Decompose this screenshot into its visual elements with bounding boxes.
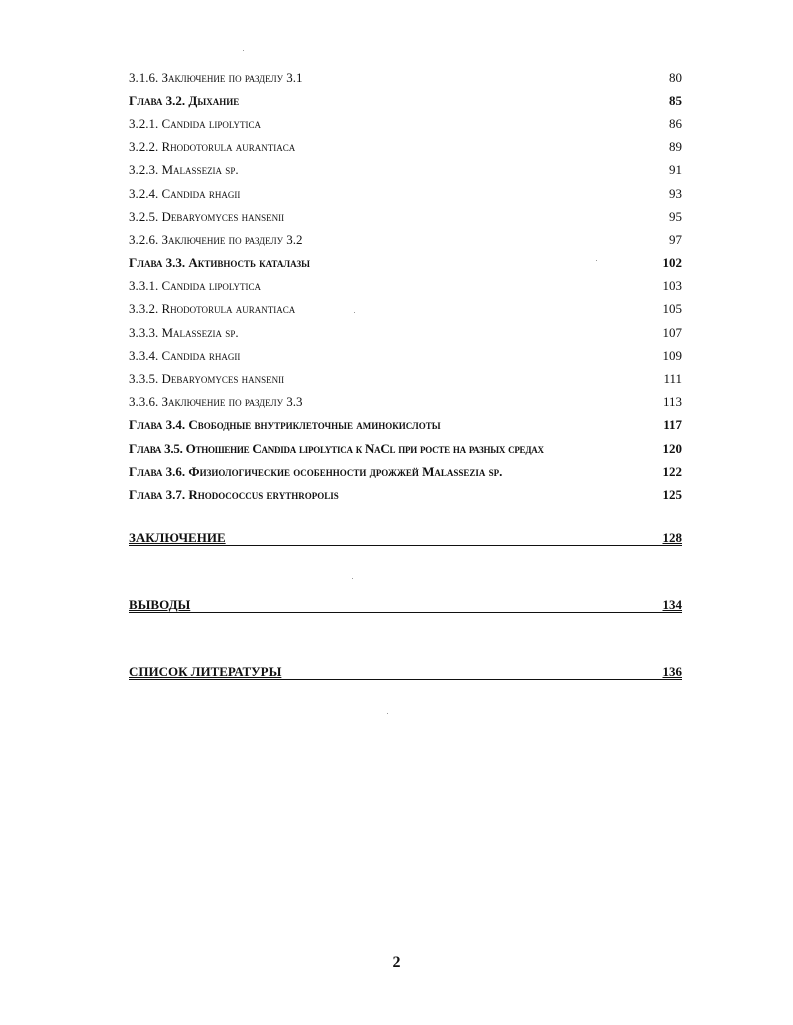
toc-entry-page: 105 bbox=[662, 301, 682, 317]
toc-entry-title: Глава 3.7. Rhodococcus erythropolis bbox=[129, 486, 339, 502]
toc-entry-3-3-4 bbox=[129, 344, 682, 367]
toc-entry-3-3-1 bbox=[129, 275, 682, 298]
toc-entry-3-2-5 bbox=[129, 205, 682, 228]
toc-entry-title: Глава 3.2. Дыхание bbox=[129, 92, 240, 108]
toc-major-page: 128 bbox=[662, 530, 682, 545]
toc-entry-3-3-3 bbox=[129, 321, 682, 344]
toc-entry-3-2-4 bbox=[129, 182, 682, 205]
toc-entry-page: 91 bbox=[669, 162, 682, 178]
toc-entry-3-2-6 bbox=[129, 228, 682, 251]
toc-entry-title: 3.3.3. Malassezia sp. bbox=[129, 324, 239, 340]
toc-entry-page: 85 bbox=[669, 92, 682, 108]
toc-entry-title: 3.3.2. Rhodotorula aurantiaca bbox=[129, 301, 296, 317]
toc-entry-3-3-2 bbox=[129, 298, 682, 321]
toc-entry-chapter-3-5 bbox=[129, 437, 682, 460]
toc-entry-3-2-1 bbox=[129, 112, 682, 135]
toc-entry-title: 3.2.5. Debaryomyces hansenii bbox=[129, 208, 285, 224]
toc-entry-3-3-5 bbox=[129, 367, 682, 390]
toc-entry-page: 103 bbox=[662, 278, 682, 294]
toc-entry-page: 107 bbox=[662, 324, 682, 340]
page-number: 2 bbox=[392, 954, 401, 971]
toc-entry-title: 3.2.4. Candida rhagii bbox=[129, 185, 241, 201]
toc-entry-page: 120 bbox=[662, 440, 682, 456]
toc-major-findings bbox=[129, 597, 682, 613]
toc-entry-page: 102 bbox=[662, 255, 682, 271]
toc-entry-title: 3.2.1. Candida lipolytica bbox=[129, 115, 262, 131]
scan-speck bbox=[596, 260, 597, 261]
toc-major-references bbox=[129, 664, 682, 680]
toc-major-title: ЗАКЛЮЧЕНИЕ bbox=[129, 530, 226, 545]
toc-entry-page: 86 bbox=[669, 115, 682, 131]
scan-speck bbox=[352, 578, 353, 579]
scan-speck bbox=[354, 312, 355, 313]
toc-entry-chapter-3-4 bbox=[129, 414, 682, 437]
toc-entry-title: 3.2.3. Malassezia sp. bbox=[129, 162, 239, 178]
toc-entry-page: 111 bbox=[663, 371, 682, 387]
toc-entry-chapter-3-2 bbox=[129, 89, 682, 112]
scan-speck bbox=[387, 713, 388, 714]
toc-entry-3-2-3 bbox=[129, 159, 682, 182]
toc-entry-title: 3.3.6. Заключение по разделу 3.3 bbox=[129, 394, 303, 410]
toc-entry-page: 125 bbox=[662, 486, 682, 502]
toc-major-page: 136 bbox=[662, 664, 682, 679]
toc-entry-title: Глава 3.3. Активность каталазы bbox=[129, 255, 311, 271]
toc-entry-page: 113 bbox=[662, 394, 682, 410]
toc-entry-title: 3.3.5. Debaryomyces hansenii bbox=[129, 371, 285, 387]
toc-entry-page: 122 bbox=[662, 463, 682, 479]
toc-entry-3-1-6 bbox=[129, 66, 682, 89]
toc-entry-title: 3.2.2. Rhodotorula aurantiaca bbox=[129, 139, 296, 155]
toc-entry-title: Глава 3.4. Свободные внутриклеточные аминокислоты bbox=[129, 417, 441, 433]
toc-entry-page: 89 bbox=[669, 139, 682, 155]
toc-major-title: СПИСОК ЛИТЕРАТУРЫ bbox=[129, 664, 282, 679]
toc-major-title: ВЫВОДЫ bbox=[129, 597, 191, 612]
toc-entry-title: Глава 3.5. Отношение Candida lipolytica к NaCl при росте на разных средах bbox=[129, 440, 544, 456]
toc-entry-chapter-3-3 bbox=[129, 252, 682, 275]
toc-entry-title: 3.1.6. Заключение по разделу 3.1 bbox=[129, 69, 303, 85]
toc-entry-3-3-6 bbox=[129, 391, 682, 414]
toc-entry-page: 80 bbox=[669, 69, 682, 85]
toc-entry-page: 109 bbox=[662, 347, 682, 363]
toc-major-page: 134 bbox=[662, 597, 682, 612]
table-of-contents bbox=[129, 66, 682, 507]
toc-entry-chapter-3-6 bbox=[129, 460, 682, 483]
toc-entry-title: Глава 3.6. Физиологические особенности дрожжей Malassezia sp. bbox=[129, 463, 503, 479]
toc-entry-page: 93 bbox=[669, 185, 682, 201]
scan-speck bbox=[243, 50, 244, 51]
toc-entry-page: 97 bbox=[669, 231, 682, 247]
toc-entry-title: 3.3.1. Candida lipolytica bbox=[129, 278, 262, 294]
toc-entry-3-2-2 bbox=[129, 136, 682, 159]
toc-entry-page: 95 bbox=[669, 208, 682, 224]
toc-entry-page: 117 bbox=[663, 417, 682, 433]
toc-major-conclusion bbox=[129, 530, 682, 546]
toc-entry-chapter-3-7 bbox=[129, 483, 682, 506]
toc-entry-title: 3.2.6. Заключение по разделу 3.2 bbox=[129, 231, 303, 247]
toc-entry-title: 3.3.4. Candida rhagii bbox=[129, 347, 241, 363]
